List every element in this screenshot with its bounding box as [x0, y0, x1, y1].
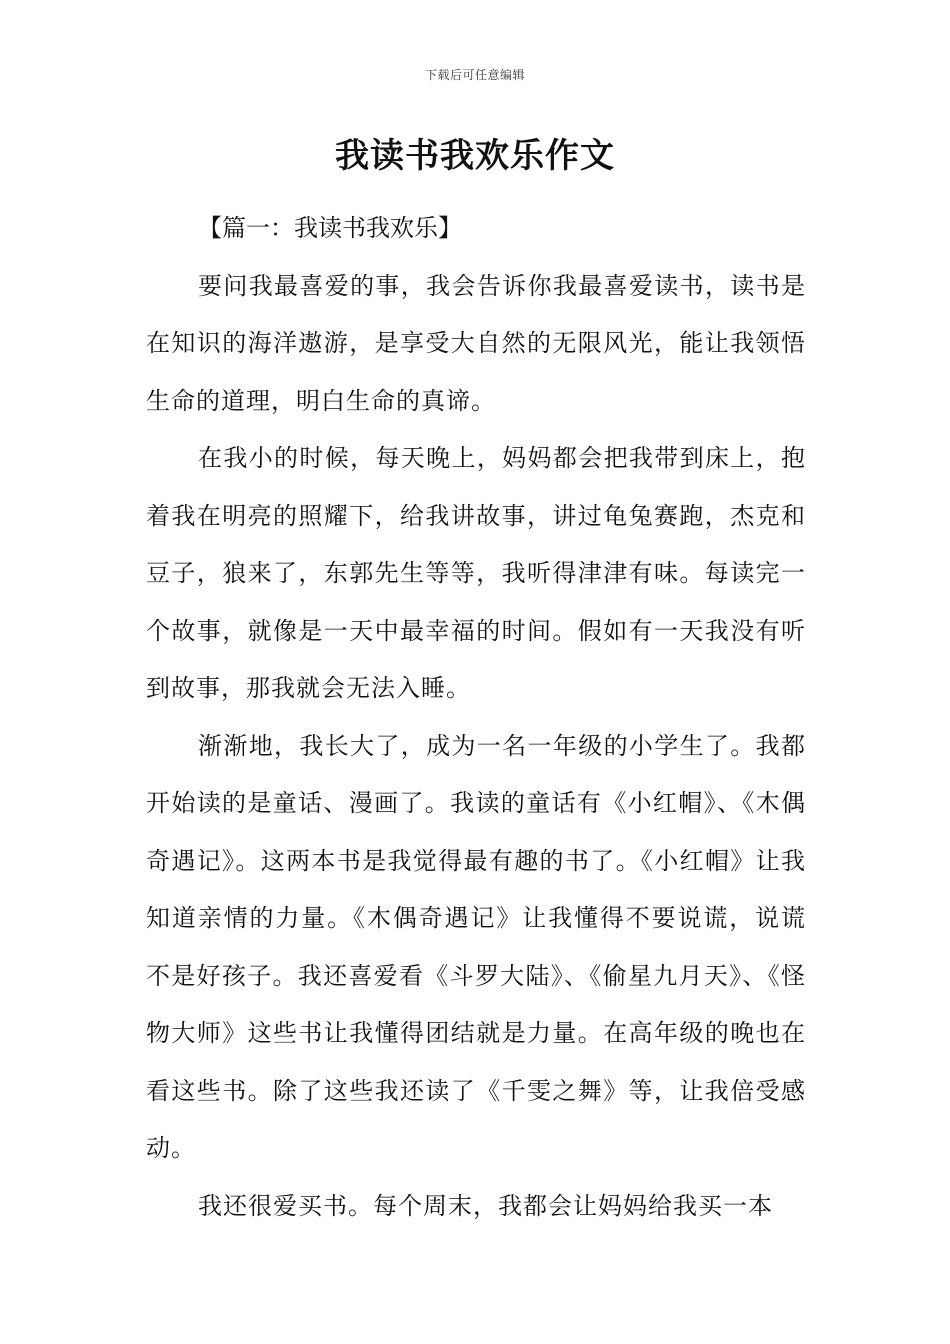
paragraph-3: 渐渐地，我长大了，成为一名一年级的小学生了。我都开始读的是童话、漫画了。我读的童话有《小红帽》、《木偶奇遇记》。这两本书是我觉得最有趣的书了。《小红帽》让我知道亲情的力量。《木偶奇遇记》让我懂得不要说谎，说谎不是好孩子。我还喜爱看《斗罗大陆》、《偷星九月天》、《怪物大师》这些书让我懂得团结就是力量。在高年级的晚也在看这些书。除了这些我还读了《千雯之舞》等，让我倍受感动。 — [146, 731, 806, 1162]
section-heading: 【篇一：我读书我欢乐】 — [198, 214, 462, 242]
paragraph-4: 我还很爱买书。每个周末，我都会让妈妈给我买一本 — [198, 1191, 773, 1220]
document-body — [146, 200, 806, 1235]
paragraph-1: 要问我最喜爱的事，我会告诉你我最喜爱读书，读书是在知识的海洋遨游，是享受大自然的无限风光，能让我领悟生命的道理，明白生命的真谛。 — [146, 271, 806, 415]
page-header-note: 下载后可任意编辑 — [424, 68, 525, 82]
paragraph-2: 在我小的时候，每天晚上，妈妈都会把我带到床上，抱着我在明亮的照耀下，给我讲故事，讲过龟兔赛跑，杰克和豆子，狼来了，东郭先生等等，我听得津津有味。每读完一个故事，就像是一天中最幸福的时间。假如有一天我没有听到故事，那我就会无法入睡。 — [146, 444, 806, 702]
document-title: 我读书我欢乐作文 — [335, 136, 615, 176]
